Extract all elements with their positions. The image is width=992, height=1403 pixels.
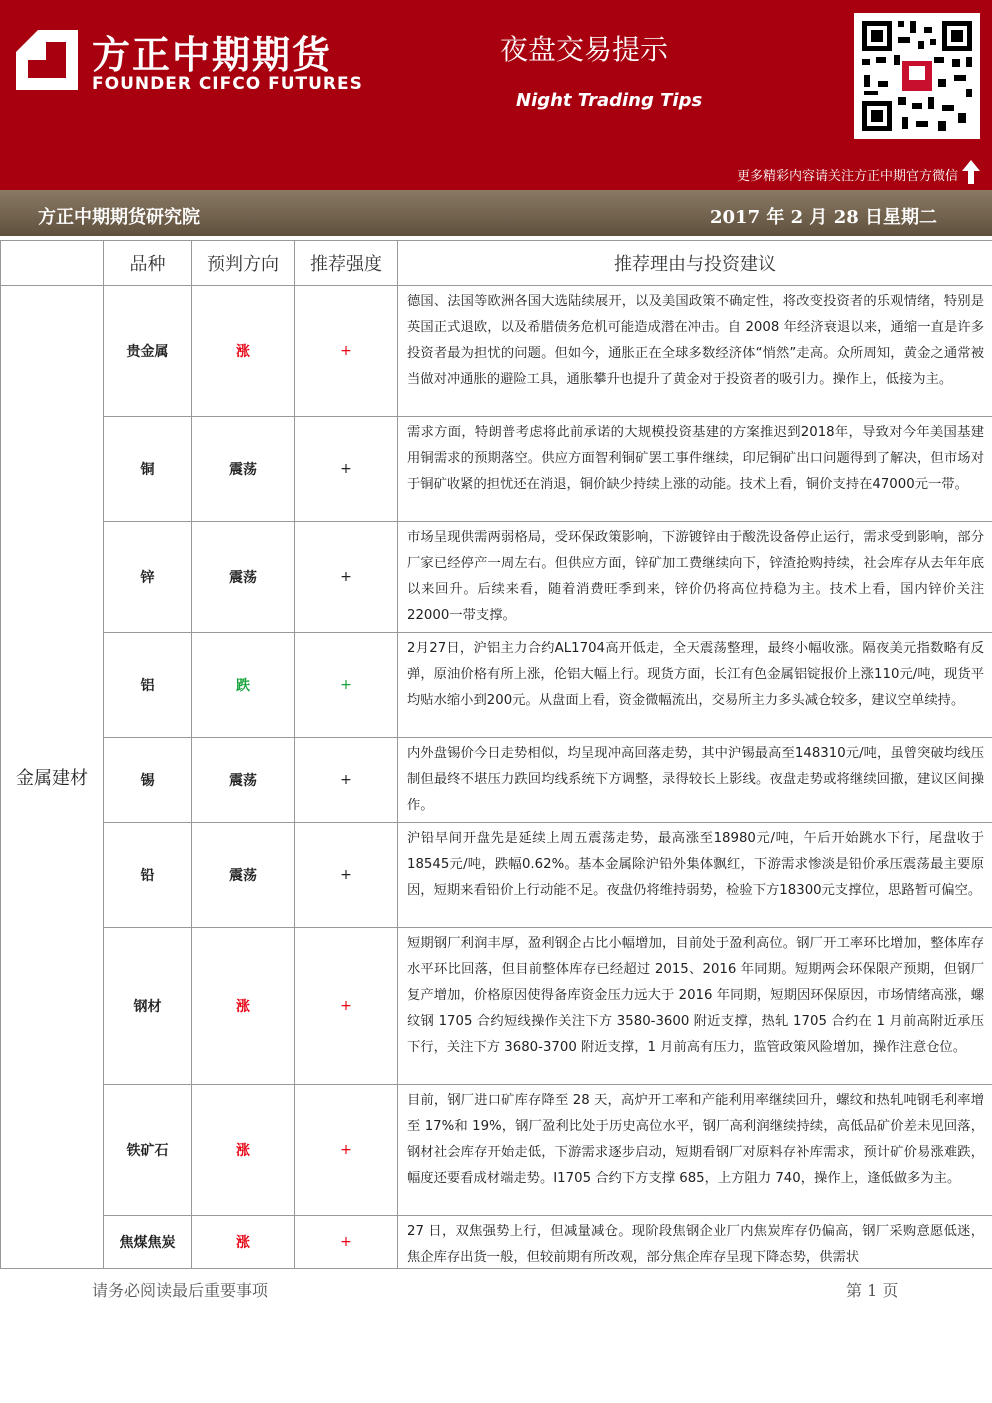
direction-cell: 震荡 bbox=[192, 417, 295, 522]
report-title-cn: 夜盘交易提示 bbox=[500, 33, 669, 66]
table-row bbox=[1, 928, 992, 1085]
reason-text: 27 日，双焦强势上行，但减量减仓。现阶段焦钢企业厂内焦炭库存仍偏高，钢厂采购意愿低迷，焦企库存出货一般，但较前期有所改观，部分焦企库存呈现下降态势，供需状 bbox=[407, 1224, 984, 1265]
variety-cell: 钢材 bbox=[104, 928, 192, 1085]
table-row bbox=[1, 1216, 992, 1269]
direction-cell: 涨 bbox=[192, 1216, 295, 1269]
reason-cell: 德国、法国等欧洲各国大选陆续展开，以及美国政策不确定性，将改变投资者的乐观情绪，特别是英国正式退欧，以及希腊债务危机可能造成潜在冲击。自 2008 年经济衰退以来，通缩一直是许多投资者最为担忧的问题。但如今，通胀正在全球多数经济体“悄然”走高。众所周知，黄金之通常被当做对冲通胀的避险工具，通胀攀升也提升了黄金对于投资者的吸引力。操作上，低接为主。 bbox=[398, 286, 992, 417]
table-row bbox=[1, 823, 992, 928]
direction-cell: 震荡 bbox=[192, 522, 295, 633]
strength-cell: + bbox=[295, 823, 398, 928]
wechat-qr-code-icon bbox=[854, 13, 980, 139]
header-blank bbox=[1, 241, 104, 286]
table-row bbox=[1, 633, 992, 738]
direction-cell: 震荡 bbox=[192, 738, 295, 823]
page-header bbox=[0, 0, 992, 190]
variety-cell: 锡 bbox=[104, 738, 192, 823]
direction-cell: 涨 bbox=[192, 286, 295, 417]
table-row bbox=[1, 738, 992, 823]
header-strength: 推荐强度 bbox=[295, 241, 398, 286]
brand-name-cn: 方正中期期货 bbox=[92, 33, 333, 77]
strength-cell: + bbox=[295, 928, 398, 1085]
table-row bbox=[1, 286, 992, 417]
arrow-up-icon bbox=[962, 160, 980, 184]
founder-logo-icon bbox=[16, 30, 78, 90]
direction-cell: 涨 bbox=[192, 1085, 295, 1216]
header-direction: 预判方向 bbox=[192, 241, 295, 286]
category-cell: 金属建材 bbox=[1, 286, 104, 1269]
variety-cell: 贵金属 bbox=[104, 286, 192, 417]
variety-cell: 铜 bbox=[104, 417, 192, 522]
reason-cell: 内外盘锡价今日走势相似，均呈现冲高回落走势，其中沪锡最高至148310元/吨，虽曾突破均线压制但最终不堪压力跌回均线系统下方调整，录得较长上影线。夜盘走势或将继续回撤，建议区间操作。 bbox=[398, 738, 992, 823]
variety-cell: 铅 bbox=[104, 823, 192, 928]
strength-cell: + bbox=[295, 417, 398, 522]
table-row bbox=[1, 417, 992, 522]
variety-cell: 焦煤焦炭 bbox=[104, 1216, 192, 1269]
reason-cell: 市场呈现供需两弱格局，受环保政策影响，下游镀锌由于酸洗设备停止运行，需求受到影响，部分厂家已经停产一周左右。但供应方面，锌矿加工费继续向下，锌渣抢购持续，社会库存从去年年底以来回升。后续来看，随着消费旺季到来，锌价仍将高位持稳为主。技术上看，国内锌价关注22000一带支撑。 bbox=[398, 522, 992, 633]
variety-cell: 铁矿石 bbox=[104, 1085, 192, 1216]
reason-cell: 2月27日，沪铝主力合约AL1704高开低走，全天震荡整理，最终小幅收涨。隔夜美元指数略有反弹，原油价格有所上涨，伦铝大幅上行。现货方面，长江有色金属铝锭报价上涨110元/吨，现货平均贴水缩小到200元。从盘面上看，资金微幅流出，交易所主力多头减仓较多，建议空单续持。 bbox=[398, 633, 992, 738]
institute-name: 方正中期期货研究院 bbox=[38, 207, 200, 228]
strength-cell: + bbox=[295, 633, 398, 738]
reason-cell bbox=[398, 1216, 992, 1269]
reason-cell: 沪铅早间开盘先是延续上周五震荡走势，最高涨至18980元/吨，午后开始跳水下行，尾盘收于18545元/吨，跌幅0.62%。基本金属除沪铅外集体飘红，下游需求惨淡是铅价承压震荡最主要原因，短期来看铅价上行动能不足。夜盘仍将维持弱势，检验下方18300元支撑位，思路暂可偏空。 bbox=[398, 823, 992, 928]
table-row bbox=[1, 522, 992, 633]
header-reason: 推荐理由与投资建议 bbox=[398, 241, 992, 286]
report-date: 2017 年 2 月 28 日星期二 bbox=[710, 207, 938, 228]
table-header-row bbox=[1, 241, 992, 286]
wechat-follow-note: 更多精彩内容请关注方正中期官方微信 bbox=[736, 169, 958, 184]
direction-cell: 震荡 bbox=[192, 823, 295, 928]
reason-cell: 短期钢厂利润丰厚，盈利钢企占比小幅增加，目前处于盈利高位。钢厂开工率环比增加，整体库存水平环比回落，但目前整体库存已经超过 2015、2016 年同期。短期两会环保限产预期，但钢厂复产增加，价格原因使得备库资金压力远大于 2016 年同期，短期因环保原因，市场情绪高涨，螺纹钢 1705 合约短线操作关注下方 3580-3600 附近支撑，热轧 1705 合约在 1 月前高附近承压下行，关注下方 3680-3700 附近支撑，1 月前高有压力，监管政策风险增加，操作注意仓位。 bbox=[398, 928, 992, 1085]
report-title-en: Night Trading Tips bbox=[516, 90, 703, 111]
reason-cell: 目前，钢厂进口矿库存降至 28 天，高炉开工率和产能利用率继续回升，螺纹和热轧吨钢毛利率增至 17%和 19%，钢厂盈利比处于历史高位水平，钢厂高利润继续持续，高低品矿价差未见回落，钢材社会库存开始走低，下游需求逐步启动，短期看钢厂对原料存补库需求，预计矿价易涨难跌，幅度还要看成材端走势。I1705 合约下方支撑 685，上方阻力 740，操作上，逢低做多为主。 bbox=[398, 1085, 992, 1216]
table-row bbox=[1, 1085, 992, 1216]
direction-cell: 跌 bbox=[192, 633, 295, 738]
strength-cell: + bbox=[295, 522, 398, 633]
page-number: 第 1 页 bbox=[846, 1281, 899, 1300]
strength-cell: + bbox=[295, 286, 398, 417]
strength-cell: + bbox=[295, 1085, 398, 1216]
brand-name-en: FOUNDER CIFCO FUTURES bbox=[92, 74, 363, 94]
variety-cell: 铝 bbox=[104, 633, 192, 738]
footer-notice: 请务必阅读最后重要事项 bbox=[92, 1281, 269, 1300]
reason-cell: 需求方面，特朗普考虑将此前承诺的大规模投资基建的方案推迟到2018年，导致对今年美国基建用铜需求的预期落空。供应方面智利铜矿罢工事件继续，印尼铜矿出口问题得到了解决，但市场对于铜矿收紧的担忧还在消退，铜价缺少持续上涨的动能。技术上看，铜价支持在47000元一带。 bbox=[398, 417, 992, 522]
strength-cell: + bbox=[295, 1216, 398, 1269]
direction-cell: 涨 bbox=[192, 928, 295, 1085]
trading-tips-table bbox=[0, 240, 992, 1269]
variety-cell: 锌 bbox=[104, 522, 192, 633]
strength-cell: + bbox=[295, 738, 398, 823]
header-variety: 品种 bbox=[104, 241, 192, 286]
